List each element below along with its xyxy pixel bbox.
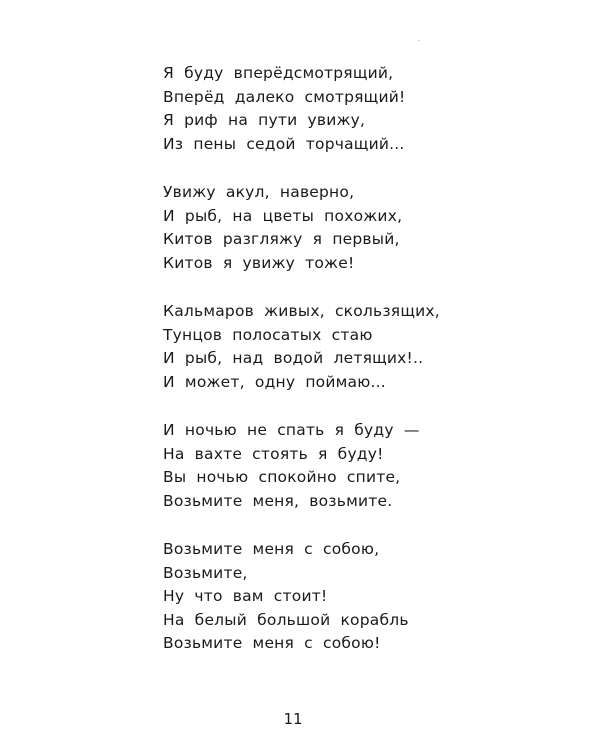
stanza-1 bbox=[163, 62, 543, 156]
poem bbox=[163, 62, 543, 681]
stanza-4 bbox=[163, 419, 543, 513]
poem-line: И рыб, над водой летящих!.. bbox=[163, 349, 424, 367]
poem-line: Вы ночью спокойно спите, bbox=[163, 468, 401, 486]
poem-line: И ночью не спать я буду — bbox=[163, 421, 420, 439]
poem-line: Вперёд далеко смотрящий! bbox=[163, 87, 406, 106]
poem-line: Китов разгляжу я первый, bbox=[163, 230, 400, 248]
poem-line: На вахте стоять я буду! bbox=[163, 444, 384, 463]
poem-line: Возьмите меня с собою, bbox=[163, 540, 380, 558]
poem-line: Китов я увижу тоже! bbox=[163, 253, 355, 272]
stanza-3 bbox=[163, 300, 543, 394]
poem-line: Я риф на пути увижу, bbox=[163, 111, 366, 129]
poem-line: Тунцов полосатых стаю bbox=[163, 325, 373, 344]
poem-line: Я буду вперёдсмотрящий, bbox=[163, 64, 394, 82]
poem-line: Возьмите меня, возьмите. bbox=[163, 491, 393, 510]
paper-speck bbox=[418, 40, 420, 41]
poem-line: И может, одну поймаю... bbox=[163, 372, 386, 391]
poem-line: На белый большой корабль bbox=[163, 610, 409, 629]
poem-line: Ну что вам стоит! bbox=[163, 587, 328, 605]
poem-line: Возьмите, bbox=[163, 563, 248, 582]
poem-line: Из пены седой торчащий... bbox=[163, 134, 405, 153]
poem-line: И рыб, на цветы похожих, bbox=[163, 206, 403, 225]
poem-line: Кальмаров живых, скользящих, bbox=[163, 302, 440, 320]
poem-line: Увижу акул, наверно, bbox=[163, 183, 355, 201]
poem-line: Возьмите меня с собою! bbox=[163, 634, 381, 652]
stanza-2 bbox=[163, 181, 543, 275]
page-number: 11 bbox=[283, 710, 303, 728]
stanza-5 bbox=[163, 538, 543, 656]
